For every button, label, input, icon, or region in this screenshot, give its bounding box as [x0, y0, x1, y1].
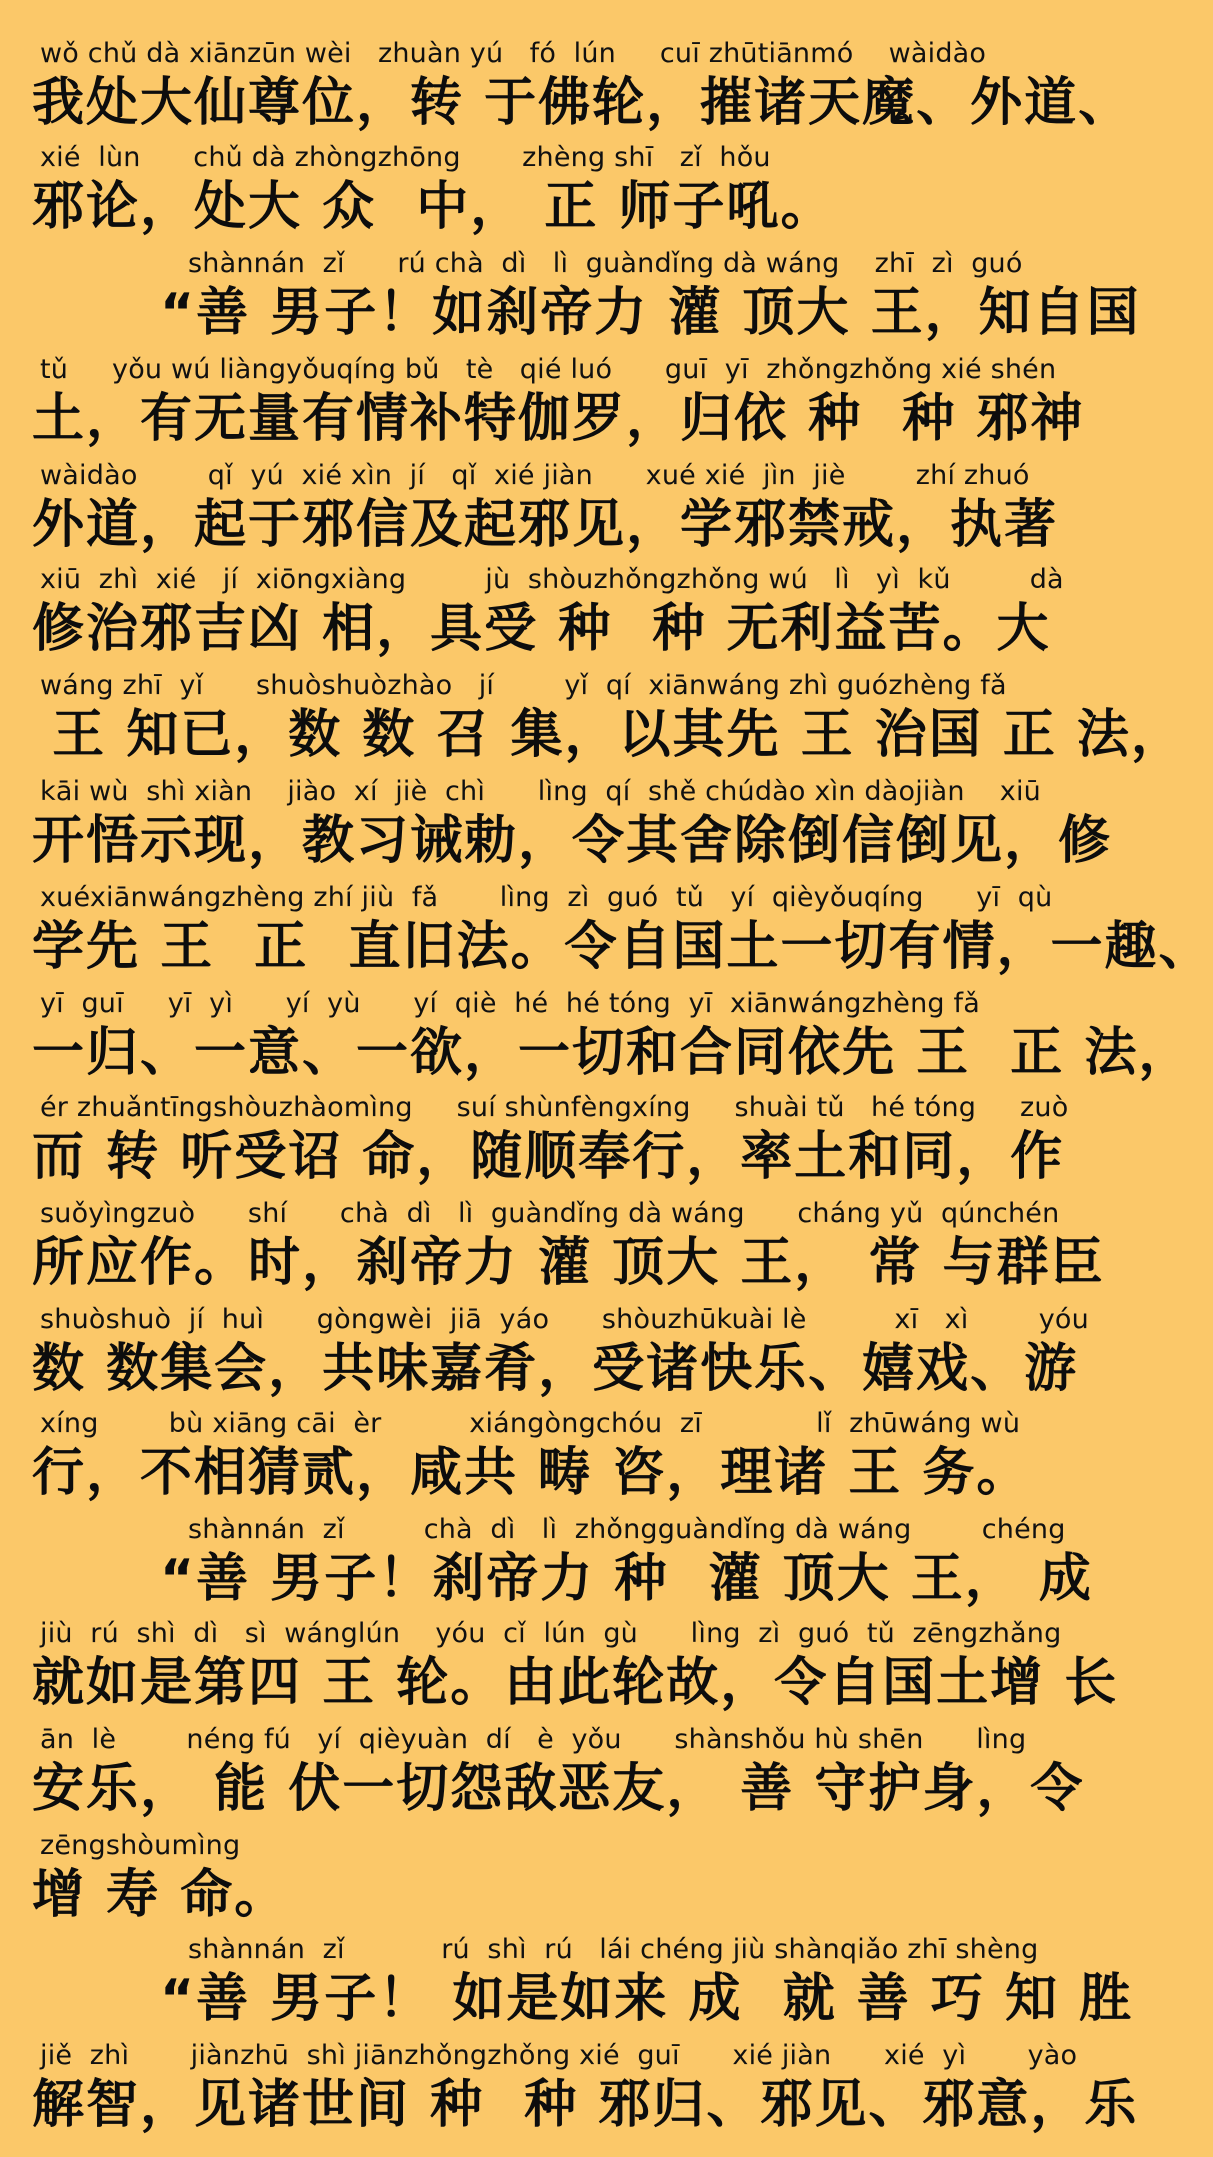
pinyin-line: tǔ yǒu wú liàngyǒuqíng bǔ tè qié luó guī yī zhǒngzhǒng xié shén — [40, 354, 1057, 385]
hanzi-line: “善 男子！刹帝力 种 灌 顶大 王， 成 — [160, 1549, 1093, 1609]
hanzi-line: 开悟示现，教习诫勅，令其舍除倒信倒见，修 — [32, 811, 1113, 871]
pinyin-line: wáng zhī yǐ shuòshuòzhào jí yǐ qí xiānwáng zhì guózhèng fǎ — [40, 670, 1007, 701]
pinyin-line: xuéxiānwángzhèng zhí jiù fǎ lìng zì guó tǔ yí qièyǒuqíng yī qù — [40, 882, 1053, 913]
pinyin-line: jiě zhì jiànzhū shì jiānzhǒngzhǒng xié guī xié jiàn xié yì yào — [40, 2040, 1078, 2071]
hanzi-line: 王 知已，数 数 召 集，以其先 王 治国 正 法， — [32, 705, 1185, 765]
pinyin-line: jiù rú shì dì sì wánglún yóu cǐ lún gù lìng zì guó tǔ zēngzhǎng — [40, 1618, 1062, 1649]
hanzi-line: 行，不相猜贰，咸共 畴 咨，理诸 王 务。 — [32, 1443, 1031, 1503]
pinyin-line: suǒyìngzuò shí chà dì lì guàndǐng dà wáng cháng yǔ qúnchén — [40, 1198, 1060, 1229]
hanzi-line: 外道，起于邪信及起邪见，学邪禁戒，执著 — [32, 495, 1059, 555]
pinyin-line: zēngshòumìng — [40, 1830, 241, 1861]
pinyin-line: kāi wù shì xiàn jiào xí jiè chì lìng qí shě chúdào xìn dàojiàn xiū — [40, 776, 1041, 807]
hanzi-line: 学先 王 正 直旧法。令自国土一切有情，一趣、 — [32, 917, 1213, 977]
hanzi-line: 安乐， 能 伏一切怨敌恶友， 善 守护身，令 — [32, 1759, 1085, 1819]
pinyin-line: ér zhuǎntīngshòuzhàomìng suí shùnfèngxíng shuài tǔ hé tóng zuò — [40, 1092, 1069, 1123]
pinyin-line: xiū zhì xié jí xiōngxiàng jù shòuzhǒngzhǒng wú lì yì kǔ dà — [40, 564, 1064, 595]
hanzi-line: 邪论，处大 众 中， 正 师子吼。 — [32, 177, 835, 237]
hanzi-line: 增 寿 命。 — [32, 1865, 289, 1925]
hanzi-line: 一归、一意、一欲，一切和合同依先 王 正 法， — [32, 1023, 1193, 1083]
pinyin-line: yī guī yī yì yí yù yí qiè hé hé tóng yī xiānwángzhèng fǎ — [40, 988, 980, 1019]
pinyin-line: ān lè néng fú yí qièyuàn dí è yǒu shànshǒu hù shēn lìng — [40, 1724, 1027, 1755]
hanzi-line: 土，有无量有情补特伽罗，归依 种 种 邪神 — [32, 389, 1085, 449]
hanzi-line: “善 男子！ 如是如来 成 就 善 巧 知 胜 — [160, 1969, 1134, 2029]
pinyin-line: shànnán zǐ chà dì lì zhǒngguàndǐng dà wáng chéng — [188, 1514, 1066, 1545]
hanzi-line: 我处大仙尊位，转 于佛轮，摧诸天魔、外道、 — [32, 73, 1133, 133]
pinyin-line: xié lùn chǔ dà zhòngzhōng zhèng shī zǐ hǒu — [40, 142, 771, 173]
pinyin-line: shànnán zǐ rú shì rú lái chéng jiù shànqiǎo zhī shèng — [188, 1934, 1039, 1965]
hanzi-line: “善 男子！如刹帝力 灌 顶大 王，知自国 — [160, 283, 1141, 343]
pinyin-line: shuòshuò jí huì gòngwèi jiā yáo shòuzhūkuài lè xī xì yóu — [40, 1304, 1089, 1335]
pinyin-line: wàidào qǐ yú xié xìn jí qǐ xié jiàn xué xié jìn jiè zhí zhuó — [40, 460, 1030, 491]
hanzi-line: 修治邪吉凶 相，具受 种 种 无利益苦。大 — [32, 599, 1051, 659]
hanzi-line: 所应作。时，刹帝力 灌 顶大 王， 常 与群臣 — [32, 1233, 1105, 1293]
hanzi-line: 就如是第四 王 轮。由此轮故，令自国土增 长 — [32, 1653, 1119, 1713]
pinyin-line: shànnán zǐ rú chà dì lì guàndǐng dà wáng zhī zì guó — [188, 248, 1023, 279]
hanzi-line: 解智，见诸世间 种 种 邪归、邪见、邪意，乐 — [32, 2075, 1139, 2135]
hanzi-line: 而 转 听受诏 命，随顺奉行，率土和同，作 — [32, 1127, 1065, 1187]
pinyin-line: xíng bù xiāng cāi èr xiángòngchóu zī lǐ zhūwáng wù — [40, 1408, 1021, 1439]
pinyin-line: wǒ chǔ dà xiānzūn wèi zhuàn yú fó lún cuī zhūtiānmó wàidào — [40, 38, 987, 69]
hanzi-line: 数 数集会，共味嘉肴，受诸快乐、嬉戏、游 — [32, 1339, 1079, 1399]
